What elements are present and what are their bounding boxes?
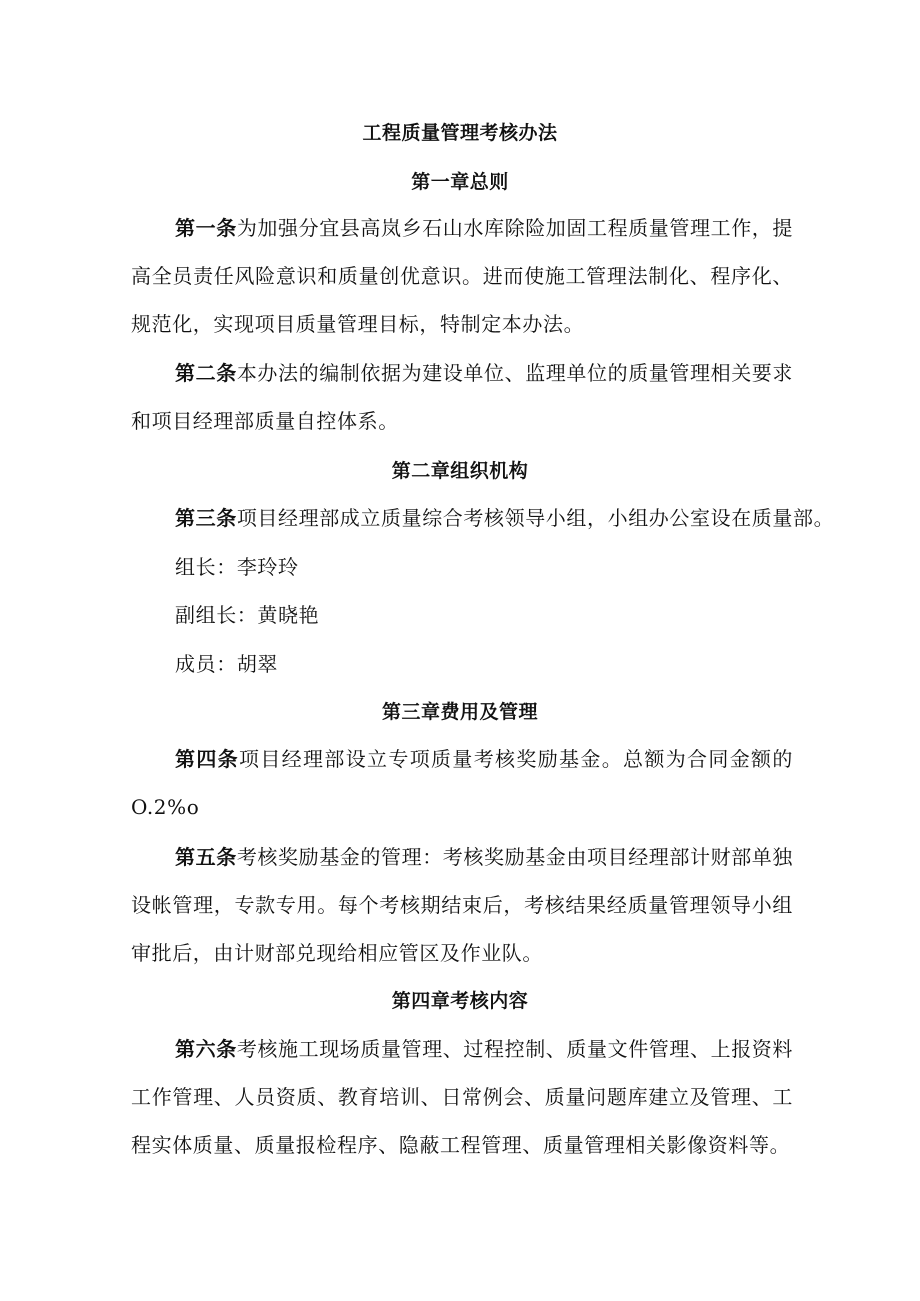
article-3 xyxy=(131,494,835,542)
article-4-lead: 第四条 xyxy=(175,747,240,771)
member-deputy xyxy=(175,603,319,627)
member-deputy-name: 黄晓艳 xyxy=(257,603,320,627)
article-1-body: 为加强分宜县高岚乡石山水库除险加固工程质量管理工作，提高全员责任风险意识和质量创优意识。进而使施工管理法制化、程序化、规范化，实现项目质量管理目标，特制定本办法。 xyxy=(131,216,794,336)
article-3-lead: 第三条 xyxy=(175,506,237,530)
member-leader-role: 组长： xyxy=(175,555,237,579)
article-1 xyxy=(131,204,793,348)
article-6-body: 考核施工现场质量管理、过程控制、质量文件管理、上报资料工作管理、人员资质、教育培训、日常例会、质量问题库建立及管理、工程实体质量、质量报检程序、隐蔽工程管理、质量管理相关影像资料等。 xyxy=(131,1037,794,1157)
article-2 xyxy=(131,349,793,445)
chapter-2-heading: 第二章组织机构 xyxy=(391,460,529,482)
article-3-body: 项目经理部成立质量综合考核领导小组，小组办公室设在质量部。 xyxy=(236,506,835,530)
chapter-1-heading: 第一章总则 xyxy=(411,171,509,193)
chapter-3-heading: 第三章费用及管理 xyxy=(381,701,538,723)
article-2-body: 本办法的编制依据为建设单位、监理单位的质量管理相关要求和项目经理部质量自控体系。 xyxy=(131,361,794,433)
article-5 xyxy=(131,833,793,977)
member-leader-name: 李玲玲 xyxy=(236,555,299,579)
article-1-lead: 第一条 xyxy=(175,216,237,240)
article-6-lead: 第六条 xyxy=(175,1037,237,1061)
article-4 xyxy=(131,735,793,831)
article-2-lead: 第二条 xyxy=(175,361,237,385)
article-5-body: 考核奖励基金的管理：考核奖励基金由项目经理部计财部单独设帐管理，专款专用。每个考核期结束后，考核结果经质量管理领导小组审批后，由计财部兑现给相应管区及作业队。 xyxy=(131,845,794,965)
member-leader xyxy=(175,555,299,579)
member-staff-role: 成员： xyxy=(175,652,237,676)
member-staff xyxy=(175,652,278,676)
chapter-4-heading: 第四章考核内容 xyxy=(391,990,529,1012)
document-title: 工程质量管理考核办法 xyxy=(362,122,558,144)
article-6 xyxy=(131,1025,793,1169)
member-staff-name: 胡翠 xyxy=(236,652,279,676)
article-4-body: 项目经理部设立专项质量考核奖励基金。总额为合同金额的O.2%o xyxy=(131,747,793,819)
article-5-lead: 第五条 xyxy=(175,845,237,869)
member-deputy-role: 副组长： xyxy=(175,603,258,627)
